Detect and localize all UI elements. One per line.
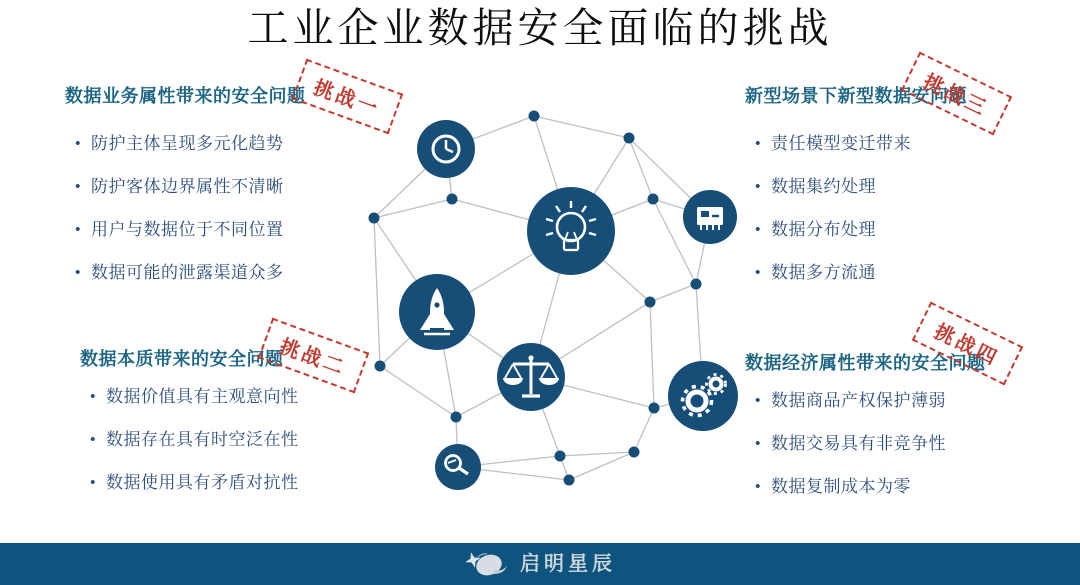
list-item [745,133,1065,155]
list-item-label: 数据复制成本为零 [771,477,911,496]
list-item [65,133,385,155]
page-title: 工业企业数据安全面临的挑战 [247,5,833,51]
node-dot [529,111,540,122]
bullet-icon: • [75,264,81,281]
list-item-label: 数据集约处理 [771,177,876,196]
node-dot [564,475,575,486]
lightbulb-icon [527,187,615,275]
list-item-label: 数据存在具有时空泛在性 [106,430,299,449]
list-item-label: 数据交易具有非竞争性 [771,434,946,453]
list-item [745,476,1065,498]
magnifier-icon [435,444,481,490]
stamp-challenge-4: 挑战四 [912,302,1023,386]
section-item-list [745,133,1065,284]
stamp-challenge-1: 挑战一 [292,59,403,135]
bullet-icon: • [90,474,96,491]
node-dot [645,297,656,308]
section-heading: 新型场景下新型数据安问题 [745,86,967,106]
node-dot [649,403,660,414]
bullet-icon: • [755,478,761,495]
list-item-label: 防护主体呈现多元化趋势 [91,134,284,153]
rocket-icon [399,274,475,350]
list-item [745,176,1065,198]
bullet-icon: • [75,221,81,238]
list-item [80,472,400,494]
node-dot [447,194,458,205]
bullet-icon: • [755,178,761,195]
bullet-icon: • [755,392,761,409]
list-item-label: 数据价值具有主观意向性 [106,387,299,406]
list-item [80,429,400,451]
list-item-label: 数据多方流通 [771,263,876,282]
section-item-list [80,386,400,494]
list-item [745,219,1065,241]
footer-bar [0,543,1080,585]
bullet-icon: • [90,388,96,405]
bullet-icon: • [755,264,761,281]
bullet-icon: • [90,431,96,448]
bullet-icon: • [755,135,761,152]
node-dot [624,133,635,144]
list-item-label: 防护客体边界属性不清晰 [91,177,284,196]
list-item [65,262,385,284]
list-item [745,390,1065,412]
node-dot [691,279,702,290]
bullet-icon: • [75,178,81,195]
scales-icon [497,343,565,411]
list-item [65,219,385,241]
gears-icon [668,361,738,431]
bullet-icon: • [75,135,81,152]
list-item-label: 责任模型变迁带来 [771,134,911,153]
list-item-label: 数据分布处理 [771,220,876,239]
stamp-challenge-2: 挑战二 [258,318,369,394]
section-data-business-attributes [65,85,385,305]
stamp-challenge-3: 挑战三 [901,52,1012,136]
section-item-list [745,390,1065,498]
section-item-list [65,133,385,284]
brand-name: 启明星辰 [520,553,616,575]
section-new-scenarios [745,85,1065,305]
list-item [745,262,1065,284]
node-dot [629,447,640,458]
bullet-icon: • [755,435,761,452]
brand-logo-icon [464,548,510,580]
list-item [745,433,1065,455]
node-dot [648,194,659,205]
section-heading: 数据经济属性带来的安全问题 [745,353,986,373]
list-item-label: 数据使用具有矛盾对抗性 [106,473,299,492]
section-heading: 数据本质带来的安全问题 [80,349,284,369]
section-heading: 数据业务属性带来的安全问题 [65,86,306,106]
chip-icon [683,190,737,244]
node-dot [555,451,566,462]
node-dot [451,412,462,423]
clock-icon [417,120,475,178]
bullet-icon: • [755,221,761,238]
list-item-label: 数据商品产权保护薄弱 [771,391,946,410]
list-item [65,176,385,198]
list-item-label: 数据可能的泄露渠道众多 [91,263,284,282]
list-item-label: 用户与数据位于不同位置 [91,220,284,239]
section-data-economics [745,352,1065,519]
